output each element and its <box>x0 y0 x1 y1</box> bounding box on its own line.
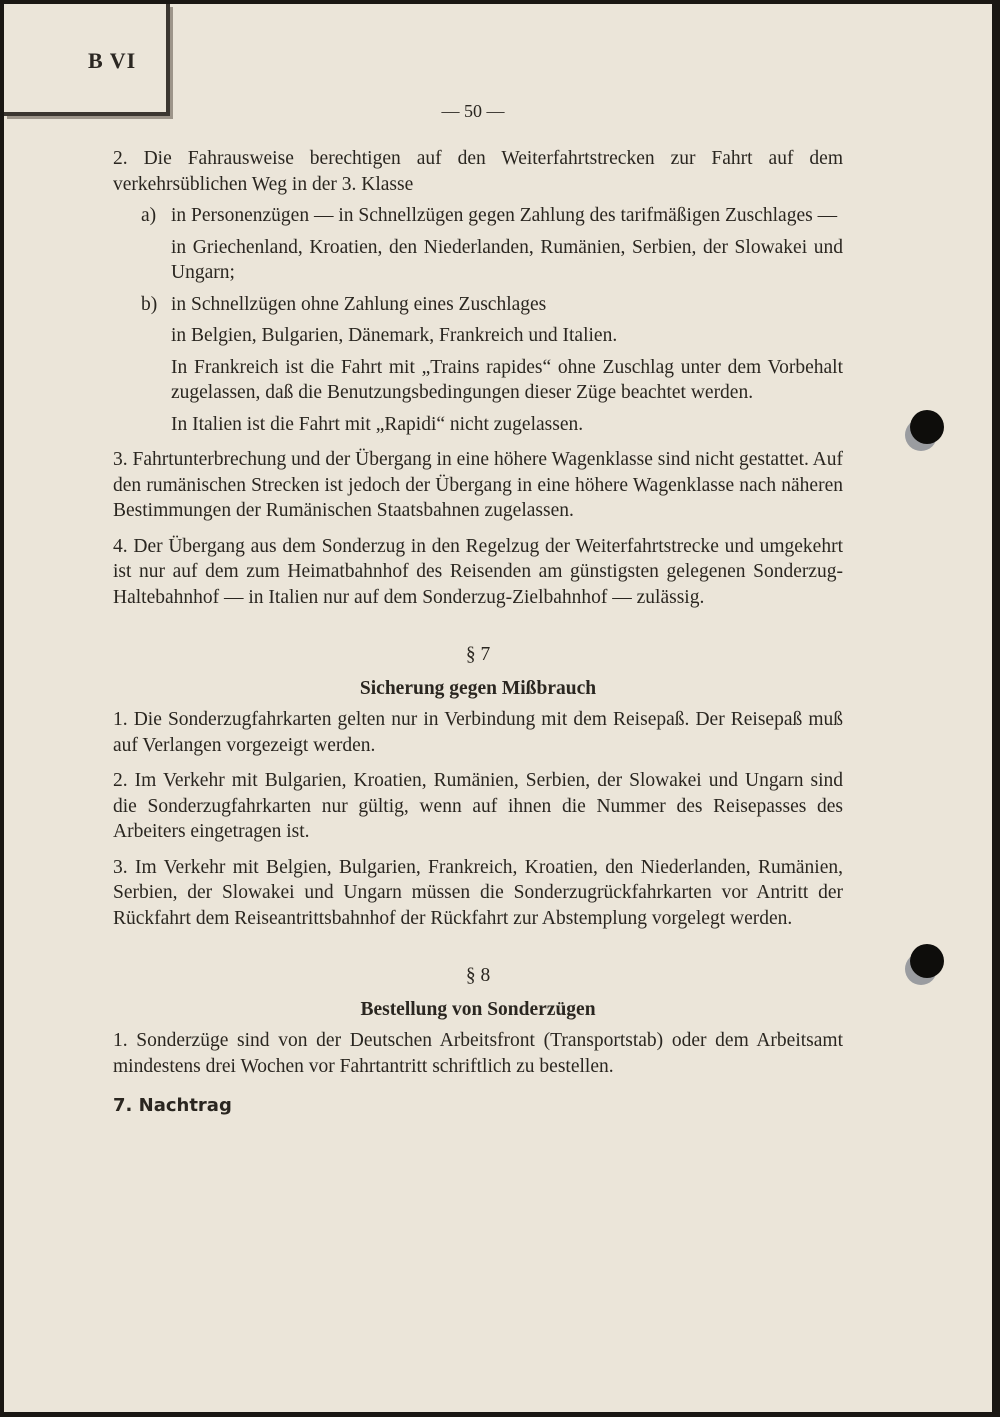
supplement-stamp: 7. Nachtrag <box>113 1095 232 1116</box>
section-7-title: Sicherung gegen Mißbrauch <box>359 677 597 699</box>
document-body <box>113 146 843 1119</box>
list-item-a-countries: in Griechenland, Kroatien, den Niederlanden, Rumänien, Serbien, der Slowakei und Ungarn; <box>171 236 843 283</box>
list-marker-a: a) <box>141 205 157 226</box>
list-item-a <box>113 203 843 286</box>
list-item-b-italy: In Italien ist die Fahrt mit „Rapidi“ nicht zugelassen. <box>171 413 584 435</box>
punch-hole-bottom <box>910 944 944 978</box>
section-7-number: § 7 <box>465 644 491 665</box>
punch-hole-top <box>910 410 944 444</box>
section-7-paragraph-3: 3. Im Verkehr mit Belgien, Bulgarien, Frankreich, Kroatien, den Niederlanden, Rumänien, Serbien, der Slowakei und Ungarn müssen die Sonderzugrückfahrkarten vor Antritt der Rückfahrt dem Reiseantrittsbahnhof der Rückfahrt zur Abstemplung vorgelegt werden. <box>113 856 843 929</box>
section-7-paragraph-1: 1. Die Sonderzugfahrkarten gelten nur in Verbindung mit dem Reisepaß. Der Reisepaß muß auf Verlangen vorgezeigt werden. <box>113 709 843 756</box>
list-item-a-text: in Personenzügen — in Schnellzügen gegen Zahlung des tarifmäßigen Zuschlages — <box>171 205 838 226</box>
tab-label: B VI <box>88 48 137 73</box>
document-page <box>4 4 992 1412</box>
list-item-b-countries: in Belgien, Bulgarien, Dänemark, Frankreich und Italien. <box>171 325 618 346</box>
section-8-paragraph-1: 1. Sonderzüge sind von der Deutschen Arbeitsfront (Transportstab) oder dem Arbeitsamt mindestens drei Wochen vor Fahrtantritt schriftlich zu bestellen. <box>113 1030 843 1077</box>
paragraph-4: 4. Der Übergang aus dem Sonderzug in den Regelzug der Weiterfahrtstrecke und umgekehrt ist nur auf dem zum Heimatbahnhof des Reisenden am günstigsten gelegenen Sonderzug-Haltebahnhof — in Italien nur auf dem Sonderzug-Zielbahnhof — zulässig. <box>113 535 843 608</box>
list-marker-b: b) <box>141 293 158 315</box>
list-item-b <box>113 292 843 438</box>
paragraph-3: 3. Fahrtunterbrechung und der Übergang in eine höhere Wagenklasse sind nicht gestattet. Auf den rumänischen Strecken ist jedoch der Übergang in eine höhere Wagenklasse nach näheren Bestimmungen der Rumänischen Staatsbahnen zugelassen. <box>113 449 843 521</box>
section-8-title: Bestellung von Sonderzügen <box>360 998 596 1020</box>
list-item-b-france: In Frankreich ist die Fahrt mit „Trains rapides“ ohne Zuschlag unter dem Vorbehalt zugelassen, daß die Benutzungsbedingungen dieser Züge beachtet werden. <box>171 356 843 403</box>
section-7-paragraph-2: 2. Im Verkehr mit Bulgarien, Kroatien, Rumänien, Serbien, der Slowakei und Ungarn sind die Sonderzugfahrkarten nur gültig, wenn auf ihnen die Nummer des Reisepasses des Arbeiters eingetragen ist. <box>113 770 843 842</box>
section-tab <box>4 4 170 116</box>
page-number: — 50 — <box>441 101 505 121</box>
section-8-number: § 8 <box>465 965 491 986</box>
list-item-b-text: in Schnellzügen ohne Zahlung eines Zuschlages <box>171 293 547 315</box>
paragraph-2-intro: 2. Die Fahrausweise berechtigen auf den Weiterfahrtstrecken zur Fahrt auf dem verkehrsüblichen Weg in der 3. Klasse <box>113 148 843 195</box>
